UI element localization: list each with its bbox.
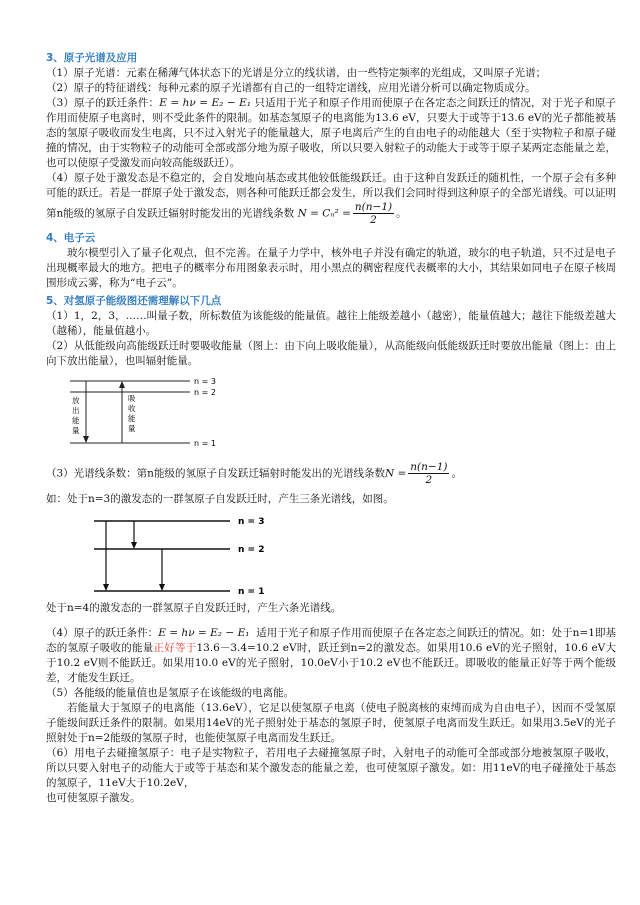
transition-equation: E = hν = E₂ − E₁ (159, 97, 251, 109)
highlight-exactly-equal: 正好等于 (153, 642, 197, 654)
s5-paragraph-2: （2）从低能级向高能级跃迁时要吸收能量（图上：由下向上吸收能量），从高能级向低能级跃迁时要放出能量（图上：由上向下放出能量），也叫辐射能量。 (46, 340, 616, 367)
count-fraction-denominator: 2 (425, 474, 433, 486)
s4-paragraph-1: 玻尔模型引入了量子化观点，但不完善。在量子力学中，核外电子并没有确定的轨道，玻尔的电子轨道，只不过是电子出现概率最大的地方。把电子的概率分布用图象表示时，用小黑点的稠密程度代表概率的大小，其结果如同电子在原子核周围形成云雾，称为“电子云”。 (46, 247, 616, 289)
energy-level-diagram-1 (60, 373, 260, 461)
section-5-heading: 5、对氢原子能级图还需理解以下几点 (46, 295, 222, 307)
s3-paragraph-2: （2）原子的特征谱线：每种元素的原子光谱都有自己的一组特定谱线，应用光谱分析可以确定物质成分。 (46, 82, 536, 94)
fraction-denominator: 2 (370, 214, 377, 226)
energy-level-figure-2 (46, 507, 616, 597)
s3-p3-lead: （3）原子的跃迁条件： (46, 97, 160, 109)
spectral-line-fraction (353, 201, 394, 226)
fig1-level-3: n = 3 (194, 377, 216, 386)
spectral-line-count-lhs: N = Cₙ² = (297, 207, 351, 220)
s5-paragraph-5b: 若能量大于氢原子的电离能（13.6eV），它足以使氢原子电离（使电子脱离核的束缚而成为自由电子），因而不受氢原子能级间跃迁条件的限制。如果用14eV的光子照射处于基态的氢原子时，使氢原子电离而发生跃迁。如果用3.5eV的光子照射处于n=2能级的氢原子时，也能使氢原子电离而发生跃迁。 (46, 702, 616, 744)
s3-p4-text: （4）原子处于激发态是不稳定的，会自发地向基态或其他较低能级跃迁。由于这种自发跃迁的随机性，一个原子会有多种可能的跃迁。若是一群原子处于激发态，则各种可能跃迁都会发生，所以我们会同时得到这种原子的全部光谱线。可以证明第n能级的氢原子自发跃迁辐射时能发出的光谱线条数 (46, 172, 616, 220)
count-fraction (408, 461, 449, 486)
s5-p4-lead: （4）原子的跃迁条件： (46, 627, 159, 639)
s5-example-n4: 处于n=4的激发态的一群氢原子自发跃迁时，产生六条光谱线。 (46, 602, 342, 614)
energy-level-figure-1 (46, 369, 616, 457)
s5-paragraph-3: （3）光谱线条数：第n能级的氢原子自发跃迁辐射时能发出的光谱线条数N = $\frac{n(n-1)}{2}$ 。 (46, 461, 462, 486)
s3-paragraph-3 (46, 96, 616, 171)
fig1-emit-label: 放出能量 (72, 396, 80, 435)
energy-level-diagram-2 (90, 513, 310, 599)
fig1-level-2: n = 2 (194, 388, 216, 397)
document-page (46, 48, 616, 806)
s5-p4-mid: 适用于光子和原子作用而使原子在各定态之间跃迁的情况。如：处于n=1即基态的氢原子吸收的能量 (46, 627, 616, 654)
s5-paragraph-6-end: 也可使氢原子激发。 (46, 792, 141, 804)
s5-paragraph-5a: （5）各能级的能量值也是氢原子在该能级的电离能。 (46, 687, 295, 699)
s3-paragraph-1: （1）原子光谱：元素在稀薄气体状态下的光谱是分立的线状谱，由一些特定频率的光组成，又叫原子光谱； (46, 67, 547, 79)
section-4-heading: 4、电子云 (46, 232, 96, 244)
count-fraction-numerator: n(n−1) (410, 461, 448, 473)
fig1-level-1: n = 1 (194, 439, 216, 448)
section-3-heading: 3、原子光谱及应用 (46, 52, 138, 64)
s5-p4-rest: 13.6－3.4=10.2 eV时，跃迁到n=2的激发态。如果用10.6 eV的光子照射，10.6 eV大于10.2 eV则不能跃迁。如果用10.0 eV的光子照射，10.0eV小于10.2 eV也不能跃迁。即吸收的能量正好等于两个能级差，才能发生跃迁。 (46, 642, 617, 684)
fig2-level-1: n = 1 (238, 587, 265, 597)
s5-example-n3: 如：处于n=3的激发态的一群氢原子自发跃迁时，产生三条光谱线，如图。 (46, 493, 394, 505)
fig2-level-3: n = 3 (238, 517, 265, 527)
s5-paragraph-1: （1）1，2，3，……叫量子数，所标数值为该能级的能量值。越往上能级差越小（越密），能量值越大；越往下能级差越大（越稀），能量值越小。 (46, 310, 616, 337)
s5-paragraph-4 (46, 626, 616, 686)
s5-paragraph-6: （6）用电子去碰撞氢原子：电子是实物粒子，若用电子去碰撞氢原子时，入射电子的动能可全部或部分地被氢原子吸收，所以只要入射电子的动能大于或等于基态和某个激发态的能量之差，也可使氢原子激发。如：用11eV的电子碰撞处于基态的氢原子，11eV大于10.2eV， (46, 747, 616, 789)
fig2-level-2: n = 2 (238, 545, 265, 555)
fig1-absorb-label: 吸收能量 (128, 394, 136, 433)
s3-paragraph-4: （4）原子处于激发态是不稳定的，会自发地向基态或其他较低能级跃迁。由于这种自发跃迁的随机性，一个原子会有多种可能的跃迁。若是一群原子处于激发态，则各种可能跃迁都会发生，所以我们会同时得到这种原子的全部光谱线。可以证明第n能级的氢原子自发跃迁辐射时能发出的光谱线条数 N = Cₙ² = $\frac{n(n-1)}{2}$ 。 (46, 172, 616, 226)
transition-equation-2: E = hν = E₂ − E₁ (158, 627, 250, 639)
s3-p3-rest: 只适用于光子和原子作用而使原子在各定态之间跃迁的情况，对于光子和原子作用而使原子电离时，则不受此条件的限制。如基态氢原子的电离能为13.6 eV，只要大于或等于13.6 eV的光子都能被基态的氢原子吸收而发生电离，只不过入射光子的能量越大，原子电离后产生的自由电子的动能越大（至于实物粒子和原子碰撞的情况，由于实物粒子的动能可全部或部分地为原子吸收，所以只要入射粒子的动能大于或等于原子某两定态能量之差，也可以使原子受激发而向较高能级跃迁）。 (46, 97, 617, 169)
count-formula-lhs: N = (384, 467, 407, 480)
fraction-numerator: n(n−1) (354, 201, 393, 213)
s5-p3-lead: （3）光谱线条数：第n能级的氢原子自发跃迁辐射时能发出的光谱线条数 (46, 467, 385, 480)
